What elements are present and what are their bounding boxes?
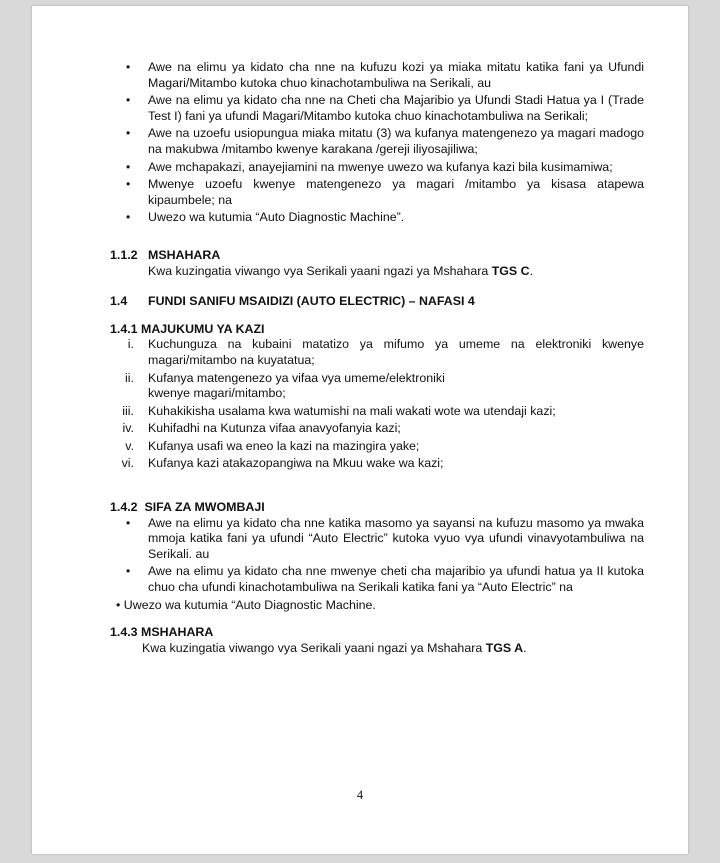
section-heading-1-1-2: 1.1.2 MSHAHARA (110, 247, 221, 262)
bullet-icon: • (126, 177, 131, 192)
bullet-icon: • (126, 159, 131, 174)
bullet-icon: • (126, 126, 131, 141)
list-item: vi. Kufanya kazi atakazopangiwa na Mkuu wake wa kazi; (121, 456, 444, 471)
bullet-icon: • (116, 597, 121, 612)
page-number: 4 (356, 788, 364, 802)
bullet-icon: • (126, 564, 131, 579)
bullet-icon: • (126, 93, 131, 108)
list-item: • Uwezo wa kutumia “Auto Diagnostic Machine. (116, 597, 376, 612)
bullet-icon: • (126, 60, 131, 74)
list-item: • Awe na elimu ya kidato cha nne na Cheti cha Majaribio ya Ufundi Stadi Hatua ya I (Trade Test I) fani ya ufundi Magari/Mitambo kutoka chuo kinachotambuliwa na Serikali; (126, 93, 644, 123)
list-item: • Uwezo wa kutumia “Auto Diagnostic Machine”. (126, 210, 405, 225)
section-heading-1-4: 1.4 FUNDI SANIFU MSAIDIZI (AUTO ELECTRIC) – NAFASI 4 (110, 294, 475, 309)
document-page (32, 6, 688, 854)
salary-paragraph: Kwa kuzingatia viwango vya Serikali yaani ngazi ya Mshahara TGS A. (142, 640, 527, 655)
salary-grade: TGS C (491, 263, 530, 278)
list-item: iv. Kuhifadhi na Kutunza vifaa anavyofanyia kazi; (122, 421, 401, 436)
section-heading-1-4-1: 1.4.1 MAJUKUMU YA KAZI (110, 321, 265, 336)
list-item: • Awe na elimu ya kidato cha nne na kufuzu kozi ya miaka mitatu katika fani ya Ufundi Magari/Mitambo kutoka chuo kinachotambuliwa na Serikali, au (126, 60, 644, 90)
list-item: • Awe na elimu ya kidato cha nne mwenye cheti cha majaribio ya ufundi hatua ya II kutoka chuo cha ufundi kinachotambuliwa na Serikali katika fani ya “Auto Electric” na (126, 564, 644, 595)
duties-list (110, 337, 644, 472)
salary-paragraph: Kwa kuzingatia viwango vya Serikali yaani ngazi ya Mshahara TGS C. (148, 263, 534, 278)
section-heading-1-4-3: 1.4.3 MSHAHARA (110, 625, 214, 640)
section-heading-1-4-2: 1.4.2 SIFA ZA MWOMBAJI (110, 500, 265, 515)
list-item: iii. Kuhakikisha usalama kwa watumishi na mali wakati wote wa utendaji kazi; (122, 403, 556, 418)
page-content (110, 60, 644, 656)
list-item: • Awe na uzoefu usiopungua miaka mitatu (3) wa kufanya matengenezo ya magari madogo na makubwa /mitambo kwenye karakana /gereji iliyosajiliwa; (126, 126, 644, 156)
list-item: v. Kufanya usafi wa eneo la kazi na mazingira yake; (125, 438, 420, 453)
requirements-list (110, 60, 644, 226)
list-item: i. Kuchunguza na kubaini matatizo ya mifumo ya umeme na elektroniki kwenye magari/mitambo na kuyatatua; (127, 337, 644, 367)
list-item: ii. Kufanya matengenezo ya vifaa vya umeme/elektroniki kwenye magari/mitambo; (125, 370, 445, 401)
bullet-icon: • (126, 210, 131, 225)
list-item: • Mwenye uzoefu kwenye matengenezo ya magari /mitambo ya kisasa atapewa kipaumbele; na (126, 177, 644, 207)
list-item: • Awe mchapakazi, anayejiamini na mwenye uwezo wa kufanya kazi bila kusimamiwa; (126, 159, 613, 174)
salary-grade: TGS A (485, 640, 524, 655)
list-item: • Awe na elimu ya kidato cha nne katika masomo ya sayansi na kufuzu masomo ya mwaka mmoja katika fani ya ufundi “Auto Electric” kutoka vyuo vya ufundi vinavyotambuliwa na Serikali. au (126, 515, 644, 561)
qualifications-list (110, 516, 644, 596)
bullet-icon: • (126, 515, 131, 530)
